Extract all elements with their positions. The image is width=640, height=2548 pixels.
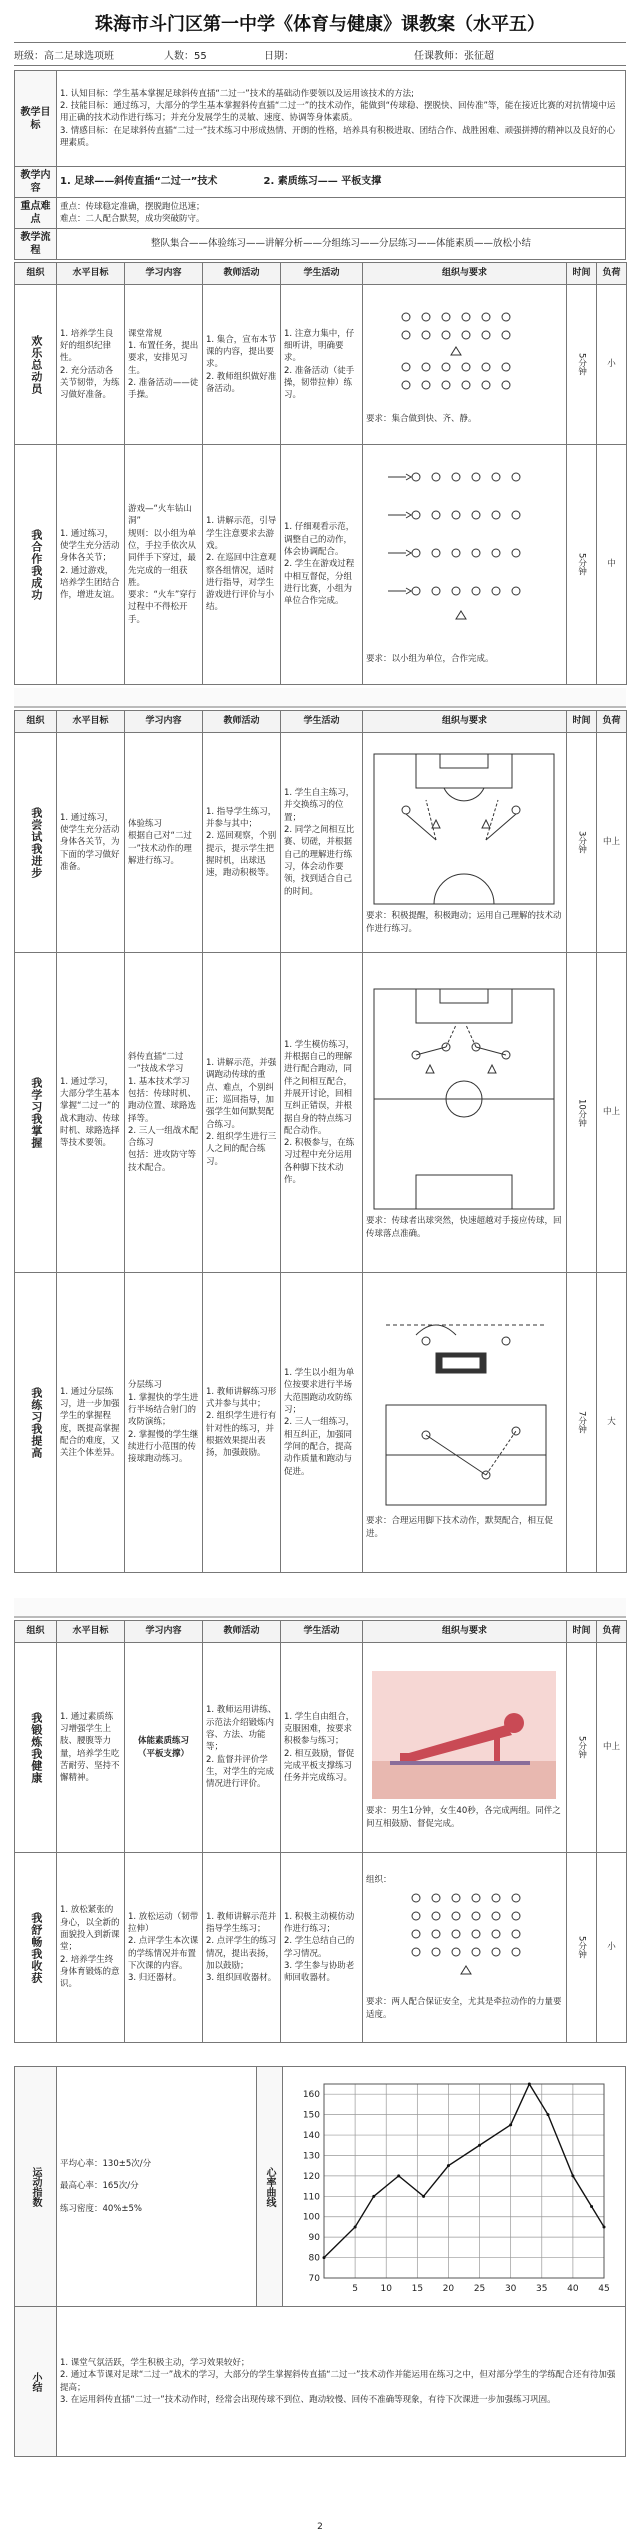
- column-header: 学生活动: [281, 711, 363, 733]
- plot-frame: [324, 2084, 604, 2278]
- teacher-activity: 1. 教师运用讲练、示范法介绍锻炼内容、方法、功能等； 2. 监督并评价学生，对学生的完成情况进行评价。: [203, 1643, 281, 1853]
- table-row: [15, 1273, 627, 1573]
- learning-content: 课堂常规 1. 布置任务，提出要求，安排见习生。 2. 准备活动——徒手操。: [125, 285, 203, 445]
- section-label: 我尝试我进步: [15, 733, 57, 953]
- x-tick-label: 15: [411, 2283, 424, 2294]
- student-activity: 1. 仔细观看示范，调整自己的动作，体会协调配合。 2. 学生在游戏过程中相互督促，分组进行比赛，小组为单位合作完成。: [281, 445, 363, 685]
- train-game-diagram: [366, 463, 562, 653]
- y-tick-label: 160: [302, 2089, 320, 2100]
- time-cell: 10分钟: [567, 953, 597, 1273]
- curve-label: 心率曲线: [257, 2067, 283, 2307]
- column-header: 组织与要求: [363, 263, 567, 285]
- y-tick-label: 100: [302, 2212, 320, 2223]
- heart-rate-point: [422, 2194, 425, 2197]
- student-activity: 1. 学生自由组合，克服困难，按要求积极参与练习； 2. 相互鼓励，督促完成平板支撑练习任务并完成练习。: [281, 1643, 363, 1853]
- level-goal: 1. 通过练习，使学生充分活动身体各关节，为下面的学习做好准备。: [57, 733, 125, 953]
- y-tick-label: 130: [302, 2150, 320, 2161]
- key-points: [57, 198, 626, 229]
- flow-label: 教学流程: [15, 229, 57, 260]
- summary-content: [57, 2307, 626, 2457]
- y-tick-label: 80: [308, 2253, 320, 2264]
- lesson-content: [57, 167, 626, 198]
- average-heart-rate: 平均心率：130±5次/分: [60, 2159, 152, 2170]
- section-label: 我学习我掌握: [15, 953, 57, 1273]
- y-tick-label: 110: [302, 2191, 320, 2202]
- column-header: 学习内容: [125, 711, 203, 733]
- load-cell: 小: [597, 285, 627, 445]
- content-label: 教学内容: [15, 167, 57, 198]
- formation-diagram: [366, 303, 562, 413]
- lesson-part-1-table: [14, 262, 627, 685]
- goal-label: 教学目标: [15, 71, 57, 167]
- load-cell: 大: [597, 1273, 627, 1573]
- section-label: 我锻炼我健康: [15, 1643, 57, 1853]
- student-activity: 1. 学生模仿练习，并根据自己的理解进行配合跑动，同伴之间相互配合，并展开讨论，回相互纠正错误，并根据自身的特点练习配合动作。 2. 积极参与，在练习过程中充分运用各种脚下技术动作。: [281, 953, 363, 1273]
- lesson-header-table: [14, 70, 626, 260]
- page-number: 2: [317, 2522, 323, 2532]
- column-header: 学习内容: [125, 1621, 203, 1643]
- student-activity: 1. 注意力集中，仔细听讲，明确要求。 2. 准备活动（徒手操，韧带拉伸）练习。: [281, 285, 363, 445]
- table-row: [15, 1853, 627, 2043]
- heart-rate-point: [528, 2082, 531, 2085]
- table-row: [15, 445, 627, 685]
- heart-rate-point: [590, 2205, 593, 2208]
- table-row: [15, 1643, 627, 1853]
- organization-cell: [363, 1273, 567, 1573]
- column-header: 组织: [15, 263, 57, 285]
- heart-rate-chart-cell: [283, 2067, 626, 2307]
- organization-requirement: 要求：集合做到快、齐、静。: [366, 414, 477, 425]
- teacher-activity: 1. 指导学生练习，并参与其中； 2. 巡回观察，个别提示，提示学生把握时机，出球迅速，跑动积极等。: [203, 733, 281, 953]
- heart-rate-chart: [286, 2072, 616, 2302]
- organization-requirement: 要求：两人配合保证安全，尤其是牵拉动作的力量要适度。: [366, 1997, 562, 2020]
- lesson-part-3-table: [14, 1620, 627, 2043]
- y-tick-label: 90: [308, 2232, 320, 2243]
- table-row: [15, 733, 627, 953]
- section-label: 欢乐总动员: [15, 285, 57, 445]
- load-cell: 中上: [597, 1643, 627, 1853]
- column-header: 水平目标: [57, 711, 125, 733]
- max-heart-rate: 最高心率：165次/分: [60, 2181, 139, 2192]
- organization-cell: [363, 445, 567, 685]
- student-activity: 1. 学生自主练习，并交换练习的位置； 2. 同学之间相互比赛、切磋，并根据自己的理解进行练习，体会动作要领，找到适合自己的时间。: [281, 733, 363, 953]
- organization-requirement: 要求：以小组为单位，合作完成。: [366, 654, 494, 665]
- heart-rate-point: [603, 2225, 606, 2228]
- y-tick-label: 120: [302, 2171, 320, 2182]
- column-header: 时间: [567, 263, 597, 285]
- lesson-part-2-table: [14, 710, 627, 1573]
- column-header: 水平目标: [57, 263, 125, 285]
- key-point: 重点：传球稳定准确，摆脱跑位迅速；: [60, 201, 205, 212]
- learning-content: 斜传直插“二过一”技战术学习 1. 基本技术学习 包括：传球时机、跑动位置、球路选择等。 2. 三人一组战术配合练习 包括：进攻防守等技术配合。: [125, 953, 203, 1273]
- organization-requirement: 要求：合理运用脚下技术动作，默契配合，相互促进。: [366, 1516, 554, 1539]
- goal-content: [57, 71, 626, 167]
- x-tick-label: 35: [536, 2283, 548, 2294]
- load-cell: 中上: [597, 953, 627, 1273]
- section-label: 我舒畅我收获: [15, 1853, 57, 2043]
- summary-line: 2. 通过本节课对足球“二过一”战术的学习，大部分的学生掌握斜传直插“二过一”技术动作并能运用在练习之中，但对部分学生的学练配合还有待加强提高；: [60, 2370, 616, 2393]
- level-goal: 1. 放松紧张的身心，以全新的面貌投入到新课堂； 2. 培养学生终身体育锻炼的意识。: [57, 1853, 125, 2043]
- teacher-activity: 1. 教师讲解示范并指导学生练习； 2. 点评学生的练习情况，提出表扬，加以鼓励； 3. 组织回收器材。: [203, 1853, 281, 2043]
- organization-cell: [363, 285, 567, 445]
- load-cell: 中: [597, 445, 627, 685]
- flow-text: 整队集合——体验练习——讲解分析——分组练习——分层练习——体能素质——放松小结: [57, 229, 626, 260]
- level-goal: 1. 培养学生良好的组织纪律性。 2. 充分活动各关节韧带，为练习做好准备。: [57, 285, 125, 445]
- organization-requirement: 要求：积极提醒，积极跑动；运用自己理解的技术动作进行练习。: [366, 911, 562, 934]
- organization-cell: [363, 1853, 567, 2043]
- summary-label: 小结: [15, 2307, 57, 2457]
- x-tick-label: 20: [442, 2283, 455, 2294]
- teacher-field: 任课教师：张征超: [414, 50, 494, 62]
- learning-content: 分层练习 1. 掌握快的学生进行半场结合射门的攻防演练； 2. 掌握慢的学生继续进行小范围的传接球跑动练习。: [125, 1273, 203, 1573]
- summary-line: 3. 在运用斜传直插“二过一”技术动作时，经常会出现传球不到位、跑动较慢、回传不准确等现象，有待下次课进一步加强练习巩固。: [60, 2394, 556, 2405]
- half-pitch-diagram: [366, 750, 562, 910]
- x-tick-label: 10: [380, 2283, 392, 2294]
- page-title: 珠海市斗门区第一中学《体育与健康》课教案（水平五）: [95, 14, 545, 35]
- level-goal: 1. 通过练习，使学生充分活动身体各关节； 2. 通过游戏，培养学生团结合作，增进友谊。: [57, 445, 125, 685]
- teacher-activity: 1. 教师讲解练习形式并参与其中； 2. 组织学生进行有针对性的练习，并根据效果提出表扬，加强鼓励。: [203, 1273, 281, 1573]
- column-header: 时间: [567, 711, 597, 733]
- time-cell: 5分钟: [567, 445, 597, 685]
- time-cell: 5分钟: [567, 285, 597, 445]
- heart-rate-point: [509, 2123, 512, 2126]
- heart-rate-line: [324, 2084, 604, 2258]
- column-header: 负荷: [597, 1621, 627, 1643]
- load-index-label: 运动指数: [15, 2067, 57, 2307]
- pitch-drill-diagram: [366, 985, 562, 1215]
- organization-heading: 组织：: [366, 1875, 392, 1886]
- level-goal: 1. 通过学习，大部分学生基本掌握“二过一”的战术跑动、传球时机、球路选择等技术要领。: [57, 953, 125, 1273]
- learning-content: 体能素质练习 （平板支撑）: [125, 1643, 203, 1853]
- section-label: 我合作我成功: [15, 445, 57, 685]
- goal-line: 2. 技能目标：通过练习，大部分的学生基本掌握斜传直插“二过一”的技术动作，能做到“传球稳、摆脱快、回传准”等，能在接近比赛的对抗情境中运用正确的技术动作进行练习；并充分发展学生的灵敏、速度、协调等身体素质。: [60, 101, 616, 124]
- column-header: 时间: [567, 1621, 597, 1643]
- column-header: 组织与要求: [363, 711, 567, 733]
- page-break: [14, 1598, 626, 1618]
- y-tick-label: 150: [302, 2110, 320, 2121]
- column-header: 负荷: [597, 263, 627, 285]
- level-goal: 1. 通过分层练习，进一步加强学生的掌握程度，既提高掌握配合的难度，又关注个体差异。: [57, 1273, 125, 1573]
- learning-content: 游戏—“火车钻山洞” 规则：以小组为单位，手拉手依次从同伴手下穿过，最先完成的一组获胜。 要求：“火车”穿行过程中不得松开手。: [125, 445, 203, 685]
- teacher-activity: 1. 讲解示范，并强调跑动传球的重点、难点，个别纠正；巡回指导，加强学生如何默契配合练习。 2. 组织学生进行三人之间的配合练习。: [203, 953, 281, 1273]
- section-label: 我练习我提高: [15, 1273, 57, 1573]
- organization-requirement: 要求：男生1分钟，女生40秒，各完成两组。同伴之间互相鼓励、督促完成。: [366, 1806, 561, 1829]
- column-header: 教师活动: [203, 263, 281, 285]
- time-cell: 7分钟: [567, 1273, 597, 1573]
- organization-cell: [363, 953, 567, 1273]
- column-header: 组织: [15, 1621, 57, 1643]
- teacher-activity: 1. 讲解示范，引导学生注意要求去游戏。 2. 在巡回中注意观察各组情况，适时进行指导，对学生游戏进行评价与小结。: [203, 445, 281, 685]
- x-tick-label: 5: [352, 2283, 358, 2294]
- column-header: 学生活动: [281, 1621, 363, 1643]
- organization-cell: [363, 1643, 567, 1853]
- column-header: 教师活动: [203, 711, 281, 733]
- heart-rate-point: [571, 2174, 574, 2177]
- column-header: 组织: [15, 711, 57, 733]
- page-break: [14, 688, 626, 708]
- organization-cell: [363, 733, 567, 953]
- x-tick-label: 30: [504, 2283, 517, 2294]
- date-field: 日期：: [264, 50, 294, 62]
- class-field: 班级：高二足球选项班: [14, 50, 114, 62]
- goal-line: 1. 认知目标：学生基本掌握足球斜传直插“二过一”技术的基础动作要领以及运用该技术的方法;: [60, 88, 414, 99]
- content-item: 2. 素质练习—— 平板支撑: [263, 175, 382, 187]
- x-tick-label: 40: [567, 2283, 579, 2294]
- count-field: 人数：55: [164, 50, 207, 62]
- x-tick-label: 45: [598, 2283, 610, 2294]
- content-item: 1. 足球——斜传直插“二过一”技术: [60, 175, 218, 187]
- summary-line: 1. 课堂气氛活跃，学生积极主动，学习效果较好；: [60, 2357, 250, 2368]
- heart-rate-point: [323, 2256, 326, 2259]
- student-activity: 1. 积极主动模仿动作进行练习； 2. 学生总结自己的学习情况。 3. 学生参与协助老师回收器材。: [281, 1853, 363, 2043]
- heart-rate-point: [478, 2143, 481, 2146]
- time-cell: 5分钟: [567, 1853, 597, 2043]
- class-info-bar: [14, 42, 626, 66]
- goal-line: 3. 情感目标：在足球斜传直插“二过一”技术练习中形成热情、开朗的性格，培养具有积极进取、团结合作、战胜困难、顽强拼搏的精神以及良好的心理素质。: [60, 125, 616, 148]
- key-point: 难点：二人配合默契，成功突破防守。: [60, 214, 205, 224]
- heart-rate-point: [354, 2225, 357, 2228]
- exercise-density: 练习密度：40%±5%: [60, 2203, 142, 2214]
- column-header: 水平目标: [57, 1621, 125, 1643]
- column-header: 负荷: [597, 711, 627, 733]
- y-tick-label: 70: [308, 2273, 320, 2284]
- teacher-activity: 1. 集合，宣布本节课的内容，提出要求。 2. 教师组织做好准备活动。: [203, 285, 281, 445]
- load-index-values: [57, 2067, 257, 2307]
- table-row: [15, 285, 627, 445]
- time-cell: 5分钟: [567, 1643, 597, 1853]
- load-cell: 小: [597, 1853, 627, 2043]
- heart-rate-point: [447, 2164, 450, 2167]
- x-tick-label: 25: [473, 2283, 486, 2294]
- table-row: [15, 953, 627, 1273]
- key-label: 重点难点: [15, 198, 57, 229]
- summary-table: [14, 2066, 626, 2457]
- heart-rate-point: [397, 2174, 400, 2177]
- learning-content: 体验练习 根据自己对“二过一”技术动作的理解进行练习。: [125, 733, 203, 953]
- load-cell: 中上: [597, 733, 627, 953]
- column-header: 组织与要求: [363, 1621, 567, 1643]
- learning-content: 1. 放松运动（韧带拉伸） 2. 点评学生本次课的学练情况并布置下次课的内容。 3. 归还器材。: [125, 1853, 203, 2043]
- student-activity: 1. 学生以小组为单位按要求进行半场大范围跑动攻防练习； 2. 三人一组练习，相互纠正，加强同学间的配合，提高动作质量和跑动与促进。: [281, 1273, 363, 1573]
- organization-requirement: 要求：传球者出球突然，快速超越对手接应传球，回传球落点准确。: [366, 1216, 562, 1239]
- column-header: 学习内容: [125, 263, 203, 285]
- column-header: 教师活动: [203, 1621, 281, 1643]
- level-goal: 1. 通过素质练习增强学生上肢、腰腹等力量，培养学生吃苦耐劳、坚持不懈精神。: [57, 1643, 125, 1853]
- heart-rate-point: [547, 2113, 550, 2116]
- layered-practice-diagram: [366, 1305, 562, 1515]
- plank-photo: [366, 1665, 562, 1805]
- heart-rate-point: [372, 2194, 375, 2197]
- y-tick-label: 140: [302, 2130, 320, 2141]
- time-cell: 3分钟: [567, 733, 597, 953]
- cooldown-formation-diagram: [366, 1886, 562, 1996]
- column-header: 学生活动: [281, 263, 363, 285]
